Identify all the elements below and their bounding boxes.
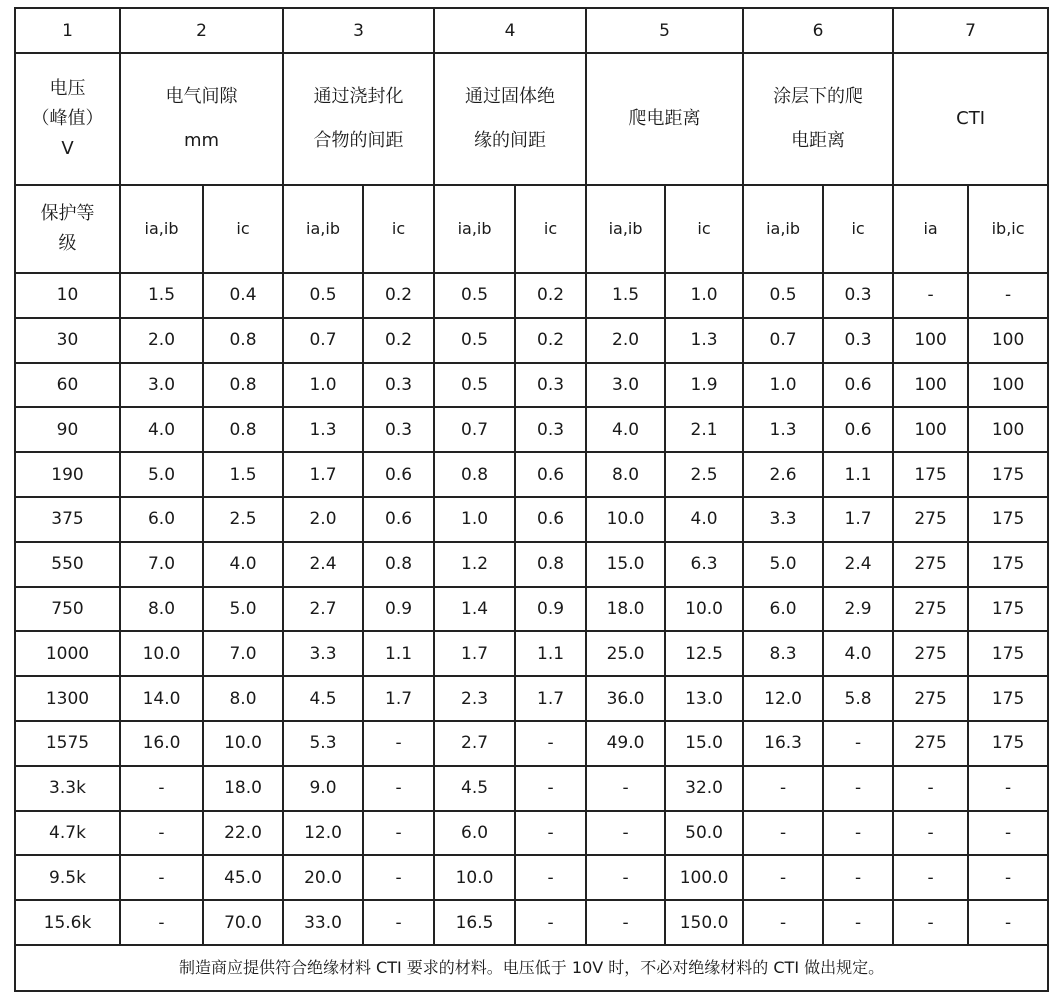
value-cell: 2.5: [665, 452, 743, 497]
value-cell: -: [515, 855, 586, 900]
value-cell: 2.0: [120, 318, 203, 363]
value-cell: 8.3: [743, 631, 823, 676]
value-cell: 0.8: [515, 542, 586, 587]
sub-cti-ia: ia: [893, 185, 968, 273]
value-cell: -: [823, 855, 893, 900]
value-cell: 4.5: [434, 766, 515, 811]
value-cell: 6.0: [120, 497, 203, 542]
value-cell: -: [968, 273, 1048, 318]
value-cell: 0.6: [363, 452, 434, 497]
value-cell: 3.3: [743, 497, 823, 542]
value-cell: 22.0: [203, 811, 283, 856]
value-cell: 32.0: [665, 766, 743, 811]
value-cell: 12.5: [665, 631, 743, 676]
value-cell: 4.5: [283, 676, 363, 721]
value-cell: 5.0: [203, 587, 283, 632]
value-cell: 4.0: [203, 542, 283, 587]
voltage-cell: 10: [15, 273, 120, 318]
value-cell: -: [823, 811, 893, 856]
voltage-cell: 190: [15, 452, 120, 497]
protection-line-1: 保护等: [40, 203, 95, 224]
sub-potting-iaib: ia,ib: [283, 185, 363, 273]
voltage-cell: 750: [15, 587, 120, 632]
value-cell: 6.3: [665, 542, 743, 587]
value-cell: 14.0: [120, 676, 203, 721]
value-cell: -: [586, 900, 665, 945]
value-cell: 0.5: [434, 318, 515, 363]
value-cell: 175: [968, 631, 1048, 676]
value-cell: 1.1: [363, 631, 434, 676]
value-cell: -: [120, 811, 203, 856]
table-body: [15, 8, 1048, 991]
value-cell: -: [363, 766, 434, 811]
value-cell: 1.7: [283, 452, 363, 497]
value-cell: 15.0: [665, 721, 743, 766]
value-cell: 275: [893, 631, 968, 676]
value-cell: 0.2: [363, 273, 434, 318]
value-cell: 0.2: [515, 273, 586, 318]
sub-coating-ic: ic: [823, 185, 893, 273]
coating-creepage-header: [743, 53, 893, 185]
value-cell: -: [120, 900, 203, 945]
value-cell: 16.3: [743, 721, 823, 766]
voltage-line-1: 电压: [49, 78, 86, 99]
value-cell: -: [363, 721, 434, 766]
value-cell: 175: [968, 452, 1048, 497]
colnum-5: 5: [586, 8, 743, 53]
value-cell: 1.7: [823, 497, 893, 542]
value-cell: 1.0: [434, 497, 515, 542]
value-cell: 1.3: [283, 407, 363, 452]
colnum-4: 4: [434, 8, 586, 53]
sub-potting-ic: ic: [363, 185, 434, 273]
voltage-cell: 60: [15, 363, 120, 408]
value-cell: -: [743, 766, 823, 811]
value-cell: -: [363, 811, 434, 856]
potting-header: [283, 53, 434, 185]
value-cell: 6.0: [434, 811, 515, 856]
table-row: [15, 766, 1048, 811]
sub-coating-iaib: ia,ib: [743, 185, 823, 273]
voltage-cell: 3.3k: [15, 766, 120, 811]
value-cell: -: [515, 900, 586, 945]
value-cell: 36.0: [586, 676, 665, 721]
value-cell: 1.9: [665, 363, 743, 408]
value-cell: 0.8: [203, 407, 283, 452]
value-cell: 175: [968, 497, 1048, 542]
value-cell: 2.9: [823, 587, 893, 632]
table-row: [15, 587, 1048, 632]
value-cell: 9.0: [283, 766, 363, 811]
value-cell: -: [893, 766, 968, 811]
value-cell: -: [586, 766, 665, 811]
solid-insulation-header: [434, 53, 586, 185]
category-header-row: [15, 53, 1048, 185]
value-cell: 1.3: [665, 318, 743, 363]
table-row: [15, 631, 1048, 676]
value-cell: 175: [968, 542, 1048, 587]
table-row: [15, 452, 1048, 497]
value-cell: 0.3: [363, 407, 434, 452]
value-cell: 1.5: [586, 273, 665, 318]
value-cell: -: [120, 766, 203, 811]
table-row: [15, 497, 1048, 542]
value-cell: 12.0: [283, 811, 363, 856]
sub-creepage-ic: ic: [665, 185, 743, 273]
value-cell: 5.3: [283, 721, 363, 766]
table-row: [15, 318, 1048, 363]
value-cell: 100.0: [665, 855, 743, 900]
sub-solid-ic: ic: [515, 185, 586, 273]
value-cell: 1.7: [515, 676, 586, 721]
value-cell: 0.3: [823, 273, 893, 318]
value-cell: 175: [968, 587, 1048, 632]
value-cell: 0.3: [515, 363, 586, 408]
value-cell: 20.0: [283, 855, 363, 900]
table-row: [15, 855, 1048, 900]
voltage-cell: 1000: [15, 631, 120, 676]
sub-solid-iaib: ia,ib: [434, 185, 515, 273]
value-cell: 2.4: [283, 542, 363, 587]
voltage-cell: 15.6k: [15, 900, 120, 945]
value-cell: 2.6: [743, 452, 823, 497]
value-cell: 275: [893, 497, 968, 542]
value-cell: 8.0: [586, 452, 665, 497]
value-cell: -: [586, 811, 665, 856]
value-cell: 10.0: [203, 721, 283, 766]
value-cell: 5.0: [120, 452, 203, 497]
voltage-cell: 4.7k: [15, 811, 120, 856]
value-cell: -: [823, 900, 893, 945]
voltage-line-3: V: [61, 138, 74, 159]
insulation-distance-table: [14, 7, 1049, 992]
sub-clearance-ic: ic: [203, 185, 283, 273]
potting-line-1: 通过浇封化: [313, 86, 404, 107]
value-cell: 5.8: [823, 676, 893, 721]
value-cell: 50.0: [665, 811, 743, 856]
value-cell: 4.0: [823, 631, 893, 676]
potting-line-2: 合物的间距: [313, 130, 404, 151]
value-cell: 10.0: [434, 855, 515, 900]
value-cell: 2.0: [586, 318, 665, 363]
value-cell: -: [743, 900, 823, 945]
value-cell: 18.0: [203, 766, 283, 811]
table-row: [15, 542, 1048, 587]
colnum-6: 6: [743, 8, 893, 53]
value-cell: -: [120, 855, 203, 900]
value-cell: 1.2: [434, 542, 515, 587]
value-cell: 3.0: [586, 363, 665, 408]
value-cell: 10.0: [586, 497, 665, 542]
value-cell: 0.7: [283, 318, 363, 363]
clearance-line-1: 电气间隙: [165, 86, 238, 107]
value-cell: 3.3: [283, 631, 363, 676]
solid-line-2: 缘的间距: [474, 130, 547, 151]
value-cell: 8.0: [120, 587, 203, 632]
value-cell: 2.1: [665, 407, 743, 452]
value-cell: 0.3: [823, 318, 893, 363]
value-cell: 100: [968, 407, 1048, 452]
sub-creepage-iaib: ia,ib: [586, 185, 665, 273]
value-cell: -: [893, 900, 968, 945]
value-cell: 3.0: [120, 363, 203, 408]
value-cell: 1.1: [515, 631, 586, 676]
sub-clearance-iaib: ia,ib: [120, 185, 203, 273]
value-cell: 1.4: [434, 587, 515, 632]
value-cell: 0.6: [363, 497, 434, 542]
note-row: [15, 945, 1048, 991]
value-cell: 0.5: [283, 273, 363, 318]
solid-line-1: 通过固体绝: [465, 86, 556, 107]
voltage-cell: 1575: [15, 721, 120, 766]
colnum-1: 1: [15, 8, 120, 53]
voltage-cell: 9.5k: [15, 855, 120, 900]
value-cell: 100: [968, 318, 1048, 363]
value-cell: 1.5: [203, 452, 283, 497]
value-cell: 2.3: [434, 676, 515, 721]
value-cell: -: [823, 766, 893, 811]
value-cell: 70.0: [203, 900, 283, 945]
voltage-cell: 90: [15, 407, 120, 452]
value-cell: 2.5: [203, 497, 283, 542]
value-cell: 175: [968, 676, 1048, 721]
value-cell: -: [515, 766, 586, 811]
creepage-header: 爬电距离: [586, 53, 743, 185]
value-cell: -: [515, 811, 586, 856]
value-cell: 1.3: [743, 407, 823, 452]
value-cell: 100: [893, 363, 968, 408]
table-row: [15, 273, 1048, 318]
value-cell: 0.5: [743, 273, 823, 318]
value-cell: 15.0: [586, 542, 665, 587]
value-cell: 16.0: [120, 721, 203, 766]
value-cell: 0.9: [363, 587, 434, 632]
voltage-cell: 550: [15, 542, 120, 587]
value-cell: 150.0: [665, 900, 743, 945]
value-cell: 7.0: [203, 631, 283, 676]
value-cell: -: [363, 855, 434, 900]
table-row: [15, 363, 1048, 408]
value-cell: 100: [968, 363, 1048, 408]
value-cell: 0.7: [434, 407, 515, 452]
value-cell: 0.8: [363, 542, 434, 587]
protection-level-row: [15, 185, 1048, 273]
sub-cti-ibic: ib,ic: [968, 185, 1048, 273]
value-cell: 0.3: [363, 363, 434, 408]
value-cell: 1.0: [743, 363, 823, 408]
value-cell: 45.0: [203, 855, 283, 900]
value-cell: 49.0: [586, 721, 665, 766]
coating-line-2: 电距离: [791, 130, 846, 151]
table-row: [15, 721, 1048, 766]
voltage-cell: 375: [15, 497, 120, 542]
value-cell: -: [743, 811, 823, 856]
value-cell: 7.0: [120, 542, 203, 587]
value-cell: -: [743, 855, 823, 900]
value-cell: 5.0: [743, 542, 823, 587]
value-cell: 0.2: [515, 318, 586, 363]
colnum-3: 3: [283, 8, 434, 53]
value-cell: 0.7: [743, 318, 823, 363]
value-cell: 2.4: [823, 542, 893, 587]
value-cell: 2.0: [283, 497, 363, 542]
value-cell: 16.5: [434, 900, 515, 945]
clearance-header: [120, 53, 283, 185]
cti-header: CTI: [893, 53, 1048, 185]
value-cell: 33.0: [283, 900, 363, 945]
colnum-7: 7: [893, 8, 1048, 53]
value-cell: -: [893, 273, 968, 318]
value-cell: 4.0: [120, 407, 203, 452]
value-cell: -: [968, 766, 1048, 811]
value-cell: 1.1: [823, 452, 893, 497]
value-cell: 10.0: [665, 587, 743, 632]
value-cell: 275: [893, 676, 968, 721]
value-cell: 0.6: [515, 497, 586, 542]
table-note: 制造商应提供符合绝缘材料 CTI 要求的材料。电压低于 10V 时，不必对绝缘材料的 CTI 做出规定。: [15, 945, 1048, 991]
value-cell: 0.8: [203, 318, 283, 363]
value-cell: 100: [893, 407, 968, 452]
value-cell: -: [515, 721, 586, 766]
value-cell: 1.0: [283, 363, 363, 408]
value-cell: 6.0: [743, 587, 823, 632]
value-cell: -: [968, 811, 1048, 856]
value-cell: 18.0: [586, 587, 665, 632]
value-cell: 13.0: [665, 676, 743, 721]
table-row: [15, 676, 1048, 721]
value-cell: 0.8: [203, 363, 283, 408]
table-row: [15, 407, 1048, 452]
voltage-cell: 30: [15, 318, 120, 363]
value-cell: 1.7: [363, 676, 434, 721]
coating-line-1: 涂层下的爬: [773, 86, 864, 107]
value-cell: 0.6: [515, 452, 586, 497]
value-cell: 0.3: [515, 407, 586, 452]
value-cell: 2.7: [283, 587, 363, 632]
value-cell: 12.0: [743, 676, 823, 721]
value-cell: 0.6: [823, 407, 893, 452]
value-cell: -: [893, 811, 968, 856]
value-cell: 0.8: [434, 452, 515, 497]
column-number-row: [15, 8, 1048, 53]
value-cell: -: [586, 855, 665, 900]
value-cell: 10.0: [120, 631, 203, 676]
voltage-header: [15, 53, 120, 185]
value-cell: 2.7: [434, 721, 515, 766]
value-cell: 25.0: [586, 631, 665, 676]
protection-line-2: 级: [58, 233, 77, 254]
value-cell: -: [893, 855, 968, 900]
value-cell: -: [968, 900, 1048, 945]
value-cell: 8.0: [203, 676, 283, 721]
value-cell: 4.0: [586, 407, 665, 452]
voltage-cell: 1300: [15, 676, 120, 721]
value-cell: 275: [893, 542, 968, 587]
value-cell: 275: [893, 587, 968, 632]
value-cell: 0.2: [363, 318, 434, 363]
clearance-unit: mm: [183, 130, 220, 151]
value-cell: 175: [893, 452, 968, 497]
value-cell: -: [823, 721, 893, 766]
colnum-2: 2: [120, 8, 283, 53]
protection-level-label: [15, 185, 120, 273]
value-cell: 0.5: [434, 273, 515, 318]
voltage-line-2: （峰值）: [31, 108, 104, 129]
table-row: [15, 900, 1048, 945]
value-cell: 275: [893, 721, 968, 766]
value-cell: 1.5: [120, 273, 203, 318]
value-cell: 4.0: [665, 497, 743, 542]
value-cell: 0.5: [434, 363, 515, 408]
value-cell: 100: [893, 318, 968, 363]
value-cell: 0.4: [203, 273, 283, 318]
value-cell: 0.6: [823, 363, 893, 408]
value-cell: 175: [968, 721, 1048, 766]
value-cell: -: [363, 900, 434, 945]
value-cell: 1.7: [434, 631, 515, 676]
value-cell: 1.0: [665, 273, 743, 318]
table-row: [15, 811, 1048, 856]
value-cell: 0.9: [515, 587, 586, 632]
value-cell: -: [968, 855, 1048, 900]
